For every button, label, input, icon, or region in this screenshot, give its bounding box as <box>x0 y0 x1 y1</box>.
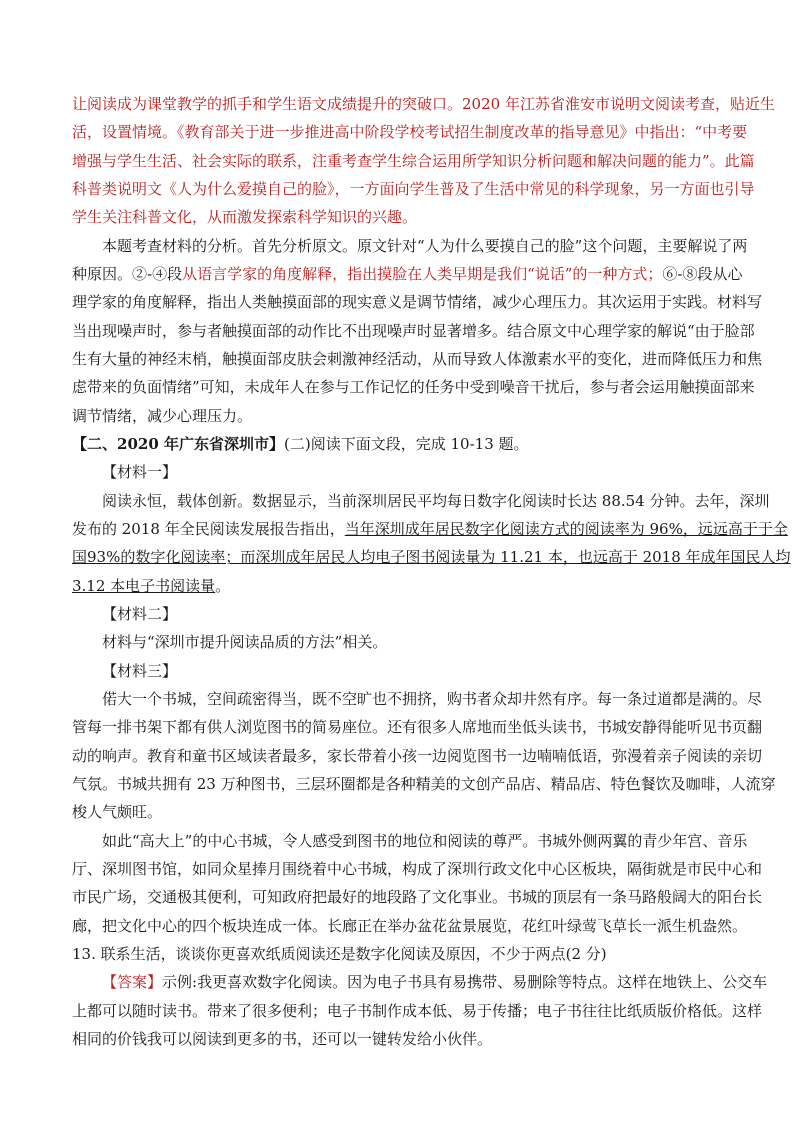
material3-line: 气氛。书城共拥有 23 万种图书，三层环圈都是各种精美的文创产品店、精品店、特色餐饮及咖啡，人流穿 <box>72 775 776 793</box>
material3-line: 廊，把文化中心的四个板块连成一体。长廊正在举办盆花盆景展览，花红叶绿莺飞草长一派生机盎然。 <box>72 917 748 935</box>
section-instruction: (二)阅读下面文段，完成 10-13 题。 <box>284 435 529 453</box>
material3-line: 动的响声。教育和童书区域读者最多，家长带着小孩一边阅览图书一边喃喃低语，弥漫着亲子阅读的亲切 <box>72 747 763 765</box>
answer-tag: 【答案】 <box>102 973 163 991</box>
material1-line: 阅读永恒，载体创新。数据显示，当前深圳居民平均每日数字化阅读时长达 88.54 分钟。去年，深圳 <box>102 492 770 510</box>
material3-line: 如此“高大上”的中心书城，令人感受到图书的地位和阅读的尊严。书城外侧两翼的青少年宫、音乐 <box>102 832 748 850</box>
material3-line: 管每一排书架下都有供人浏览图书的简易座位。还有很多人席地而坐低头读书，书城安静得能听见书页翻 <box>72 718 763 736</box>
section-heading <box>72 434 722 456</box>
material3-heading: 【材料三】 <box>102 662 178 680</box>
material1-line: 国93%的数字化阅读率；而深圳成年居民人均电子图书阅读量为 11.21 本，也远高于 2018 年成年国民人均 <box>72 548 791 566</box>
material2-heading: 【材料二】 <box>102 605 178 623</box>
analysis-line <box>72 264 743 286</box>
analysis-segment: 种原因。②-④段 <box>72 265 183 283</box>
material3-line: 厅、深圳图书馆，如同众星捧月围绕着中心书城，构成了深圳行政文化中心区板块，隔街就是市民中心和 <box>72 860 763 878</box>
material3-line: 市民广场，交通极其便利，可知政府把最好的地段路了文化事业。书城的顶层有一条马路般阔大的阳台长 <box>72 888 763 906</box>
answer-line: 相同的价钱我可以阅读到更多的书，还可以一键转发给小伙伴。 <box>72 1030 493 1048</box>
material1-segment: 。 <box>215 577 231 595</box>
material1-heading: 【材料一】 <box>102 463 178 481</box>
material1-underlined: 3.12 本电子书阅读量 <box>72 577 216 595</box>
material1-underlined: 当年深圳成年居民数字化阅读方式的阅读率为 96%，远远高于于全 <box>344 520 788 538</box>
material1-line <box>72 519 788 541</box>
answer-line: 上都可以随时读书。带来了很多便利；电子书制作成本低、易于传播；电子书往往比纸质版价格低。这样 <box>72 1002 763 1020</box>
material3-line: 偌大一个书城，空间疏密得当，既不空旷也不拥挤，购书者众却井然有序。每一条过道都是满的。尽 <box>102 690 763 708</box>
analysis-line: 生有大量的神经末梢，触摸面部皮肤会刺激神经活动，从而导致人体激素水平的变化，进而降低压力和焦 <box>72 350 763 368</box>
analysis-line: 虑带来的负面情绪”可知，未成年人在参与工作记忆的任务中受到噪音干扰后，参与者会运用触摸面部来 <box>72 378 755 396</box>
material2-line: 材料与“深圳市提升阅读品质的方法”相关。 <box>102 633 388 651</box>
material3-line: 梭人气颇旺。 <box>72 803 163 821</box>
material1-segment: 发布的 2018 年全民阅读发展报告指出， <box>72 520 345 538</box>
analysis-segment: ⑥-⑧段从心 <box>662 265 743 283</box>
section-bracket: 】 <box>269 435 285 453</box>
intro-line: 科普类说明文《人为什么爱摸自己的脸》，一方面向学生普及了生活中常见的科学现象，另一方面也引导 <box>72 180 755 198</box>
intro-line: 学生关注科普文化，从而激发探索科学知识的兴趣。 <box>72 208 418 226</box>
answer-text: 示例:我更喜欢数字化阅读。因为电子书具有易携带、易删除等特点。这样在地铁上、公交车 <box>162 973 768 991</box>
answer-line <box>102 972 768 994</box>
section-title: 二、2020 年广东省深圳市 <box>87 435 269 453</box>
analysis-line: 调节情绪，减少心理压力。 <box>72 407 253 425</box>
section-bracket: 【 <box>72 435 88 453</box>
analysis-line: 理学家的角度解释，指出人类触摸面部的现实意义是调节情绪，减少心理压力。其次运用于实践。材料写 <box>72 293 763 311</box>
intro-line: 增强与学生生活、社会实际的联系，注重考查学生综合运用所学知识分析问题和解决问题的能力”。此篇 <box>72 152 755 170</box>
intro-line: 活，设置情境。《教育部关于进一步推进高中阶段学校考试招生制度改革的指导意见》中指出：“中考要 <box>72 123 748 141</box>
analysis-line: 本题考查材料的分析。首先分析原文。原文针对“人为什么要摸自己的脸”这个问题，主要解说了两 <box>102 237 748 255</box>
question-13: 13. 联系生活，谈谈你更喜欢纸质阅读还是数字化阅读及原因，不少于两点(2 分) <box>72 945 607 963</box>
analysis-segment-red: 从语言学家的角度解释，指出摸脸在人类早期是我们“说话”的一种方式； <box>182 265 663 283</box>
material1-line <box>72 576 722 598</box>
analysis-line: 当出现噪声时，参与者触摸面部的动作比不出现噪声时显著增多。结合原文中心理学家的解说“由于脸部 <box>72 322 755 340</box>
intro-line: 让阅读成为课堂教学的抓手和学生语文成绩提升的突破口。2020 年江苏省淮安市说明文阅读考查，贴近生 <box>72 95 775 113</box>
